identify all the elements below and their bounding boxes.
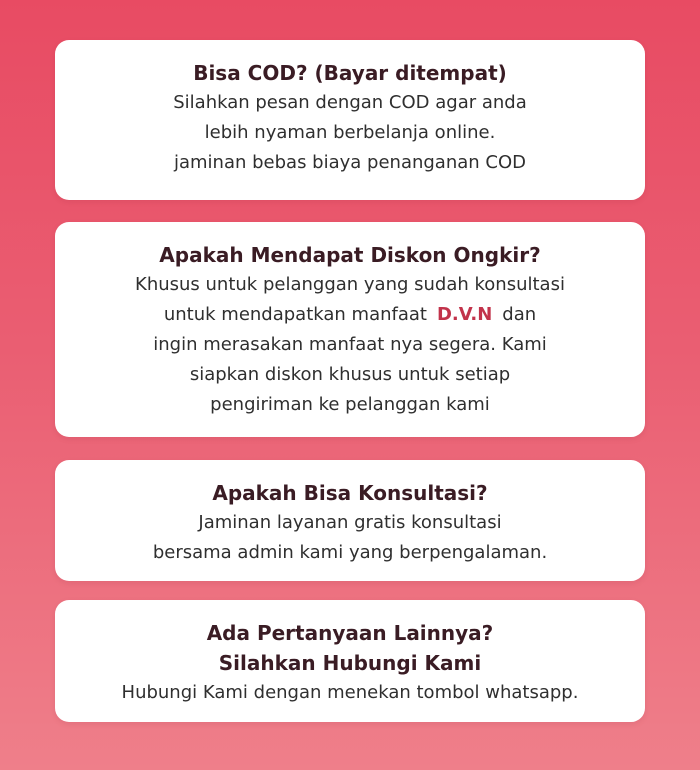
faq-text-line: Khusus untuk pelanggan yang sudah konsultasi — [135, 274, 565, 295]
faq-card-contact — [55, 600, 645, 722]
faq-title-discount: Apakah Mendapat Diskon Ongkir? — [159, 243, 541, 267]
faq-text-line: pengiriman ke pelanggan kami — [210, 394, 490, 415]
faq-text-line: ingin merasakan manfaat nya segera. Kami — [153, 334, 547, 355]
faq-title-contact-sub: Silahkan Hubungi Kami — [218, 651, 482, 675]
faq-text-line: bersama admin kami yang berpengalaman. — [152, 542, 548, 563]
faq-card-cod — [55, 40, 645, 200]
faq-title-cod: Bisa COD? (Bayar ditempat) — [193, 61, 507, 85]
faq-text-line: jaminan bebas biaya penanganan COD — [173, 152, 527, 173]
faq-text-segment: untuk mendapatkan manfaat — [163, 304, 427, 325]
faq-text-line-with-highlight — [55, 300, 645, 330]
faq-text-line: lebih nyaman berbelanja online. — [204, 122, 496, 143]
faq-text-line: siapkan diskon khusus untuk setiap — [189, 364, 511, 385]
faq-text-line: Hubungi Kami dengan menekan tombol whatsapp. — [121, 682, 579, 703]
faq-text-segment: dan — [502, 304, 537, 325]
brand-highlight: D.V.N — [436, 304, 493, 325]
faq-card-discount — [55, 222, 645, 437]
faq-text-line: Jaminan layanan gratis konsultasi — [198, 512, 502, 533]
faq-title-consultation: Apakah Bisa Konsultasi? — [212, 481, 488, 505]
faq-card-consultation — [55, 460, 645, 581]
faq-text-line: Silahkan pesan dengan COD agar anda — [173, 92, 527, 113]
faq-title-contact: Ada Pertanyaan Lainnya? — [206, 621, 494, 645]
